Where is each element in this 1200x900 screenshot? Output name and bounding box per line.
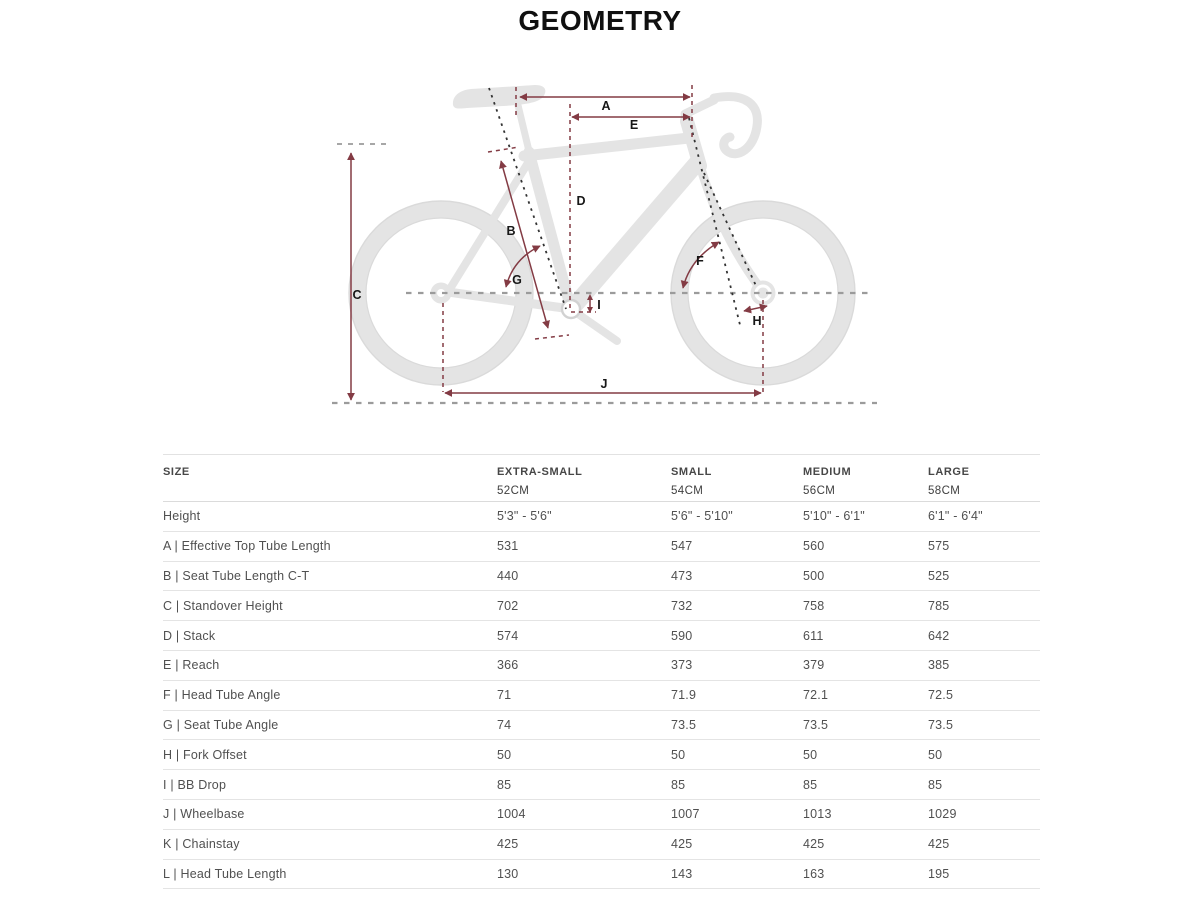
table-header-row xyxy=(163,455,1040,502)
column-header-large xyxy=(928,455,1040,502)
cell-value: 500 xyxy=(803,561,928,591)
column-size-cm: 54CM xyxy=(671,485,704,497)
cell-value: 50 xyxy=(671,740,803,770)
dim-label-h: H xyxy=(752,314,762,328)
column-header-extra-small xyxy=(497,455,671,502)
dim-label-c: C xyxy=(352,288,362,302)
cell-value: 590 xyxy=(671,621,803,651)
cell-value: 425 xyxy=(928,829,1040,859)
dim-label-d: D xyxy=(576,194,586,208)
cell-value: 1004 xyxy=(497,799,671,829)
row-label: H | Fork Offset xyxy=(163,740,497,770)
cell-value: 71.9 xyxy=(671,680,803,710)
cell-value: 5'6" - 5'10" xyxy=(671,502,803,532)
row-label: G | Seat Tube Angle xyxy=(163,710,497,740)
cell-value: 373 xyxy=(671,650,803,680)
table-row xyxy=(163,710,1040,740)
column-size-cm: 56CM xyxy=(803,485,836,497)
geometry-diagram xyxy=(0,55,1200,425)
row-label: Height xyxy=(163,502,497,532)
row-label: D | Stack xyxy=(163,621,497,651)
cell-value: 425 xyxy=(671,829,803,859)
dim-label-i: I xyxy=(597,298,601,312)
table-row xyxy=(163,621,1040,651)
row-label: F | Head Tube Angle xyxy=(163,680,497,710)
row-label: E | Reach xyxy=(163,650,497,680)
cell-value: 547 xyxy=(671,531,803,561)
table-row xyxy=(163,561,1040,591)
row-label: B | Seat Tube Length C-T xyxy=(163,561,497,591)
reference-dashed-lines xyxy=(332,88,877,403)
dim-label-g: G xyxy=(512,273,522,287)
cell-value: 163 xyxy=(803,859,928,889)
cell-value: 1007 xyxy=(671,799,803,829)
cell-value: 575 xyxy=(928,531,1040,561)
cell-value: 50 xyxy=(803,740,928,770)
column-size-cm: 58CM xyxy=(928,485,961,497)
dim-label-j: J xyxy=(600,377,608,391)
cell-value: 425 xyxy=(803,829,928,859)
size-header-label: SIZE xyxy=(163,466,190,478)
row-label: A | Effective Top Tube Length xyxy=(163,531,497,561)
page-title: GEOMETRY xyxy=(518,5,682,36)
cell-value: 6'1" - 6'4" xyxy=(928,502,1040,532)
cell-value: 5'3" - 5'6" xyxy=(497,502,671,532)
cell-value: 366 xyxy=(497,650,671,680)
table-row xyxy=(163,591,1040,621)
table-header-size xyxy=(163,455,497,502)
cell-value: 732 xyxy=(671,591,803,621)
cell-value: 130 xyxy=(497,859,671,889)
dim-label-e: E xyxy=(629,118,639,132)
cell-value: 71 xyxy=(497,680,671,710)
cell-value: 560 xyxy=(803,531,928,561)
dim-label-f: F xyxy=(696,254,704,268)
column-header-medium xyxy=(803,455,928,502)
cell-value: 473 xyxy=(671,561,803,591)
cell-value: 611 xyxy=(803,621,928,651)
cell-value: 785 xyxy=(928,591,1040,621)
table-row xyxy=(163,502,1040,532)
cell-value: 50 xyxy=(928,740,1040,770)
row-label: L | Head Tube Length xyxy=(163,859,497,889)
cell-value: 85 xyxy=(928,770,1040,800)
cell-value: 525 xyxy=(928,561,1040,591)
row-label: K | Chainstay xyxy=(163,829,497,859)
column-header-small xyxy=(671,455,803,502)
cell-value: 758 xyxy=(803,591,928,621)
dim-label-a: A xyxy=(601,99,611,113)
cell-value: 73.5 xyxy=(803,710,928,740)
cell-value: 5'10" - 6'1" xyxy=(803,502,928,532)
cell-value: 574 xyxy=(497,621,671,651)
cell-value: 425 xyxy=(497,829,671,859)
table-row xyxy=(163,829,1040,859)
row-label: C | Standover Height xyxy=(163,591,497,621)
cell-value: 531 xyxy=(497,531,671,561)
cell-value: 1029 xyxy=(928,799,1040,829)
row-label: I | BB Drop xyxy=(163,770,497,800)
table-row xyxy=(163,799,1040,829)
column-size-name: SMALL xyxy=(671,466,712,478)
cell-value: 50 xyxy=(497,740,671,770)
cell-value: 642 xyxy=(928,621,1040,651)
bike-silhouette xyxy=(349,85,855,385)
cell-value: 1013 xyxy=(803,799,928,829)
row-label: J | Wheelbase xyxy=(163,799,497,829)
table-row xyxy=(163,859,1040,889)
cell-value: 195 xyxy=(928,859,1040,889)
cell-value: 440 xyxy=(497,561,671,591)
cell-value: 85 xyxy=(803,770,928,800)
cell-value: 73.5 xyxy=(928,710,1040,740)
geometry-table xyxy=(163,454,1040,889)
column-size-name: LARGE xyxy=(928,466,970,478)
column-size-name: EXTRA-SMALL xyxy=(497,466,583,478)
column-size-cm: 52CM xyxy=(497,485,530,497)
cell-value: 73.5 xyxy=(671,710,803,740)
column-size-name: MEDIUM xyxy=(803,466,852,478)
cell-value: 85 xyxy=(671,770,803,800)
cell-value: 72.1 xyxy=(803,680,928,710)
table-row xyxy=(163,770,1040,800)
cell-value: 385 xyxy=(928,650,1040,680)
table-row xyxy=(163,740,1040,770)
table-row xyxy=(163,650,1040,680)
dim-label-b: B xyxy=(506,224,516,238)
table-row xyxy=(163,531,1040,561)
cell-value: 74 xyxy=(497,710,671,740)
table-row xyxy=(163,680,1040,710)
cell-value: 72.5 xyxy=(928,680,1040,710)
cell-value: 85 xyxy=(497,770,671,800)
cell-value: 379 xyxy=(803,650,928,680)
bottom-bracket xyxy=(562,300,580,318)
cell-value: 702 xyxy=(497,591,671,621)
cell-value: 143 xyxy=(671,859,803,889)
